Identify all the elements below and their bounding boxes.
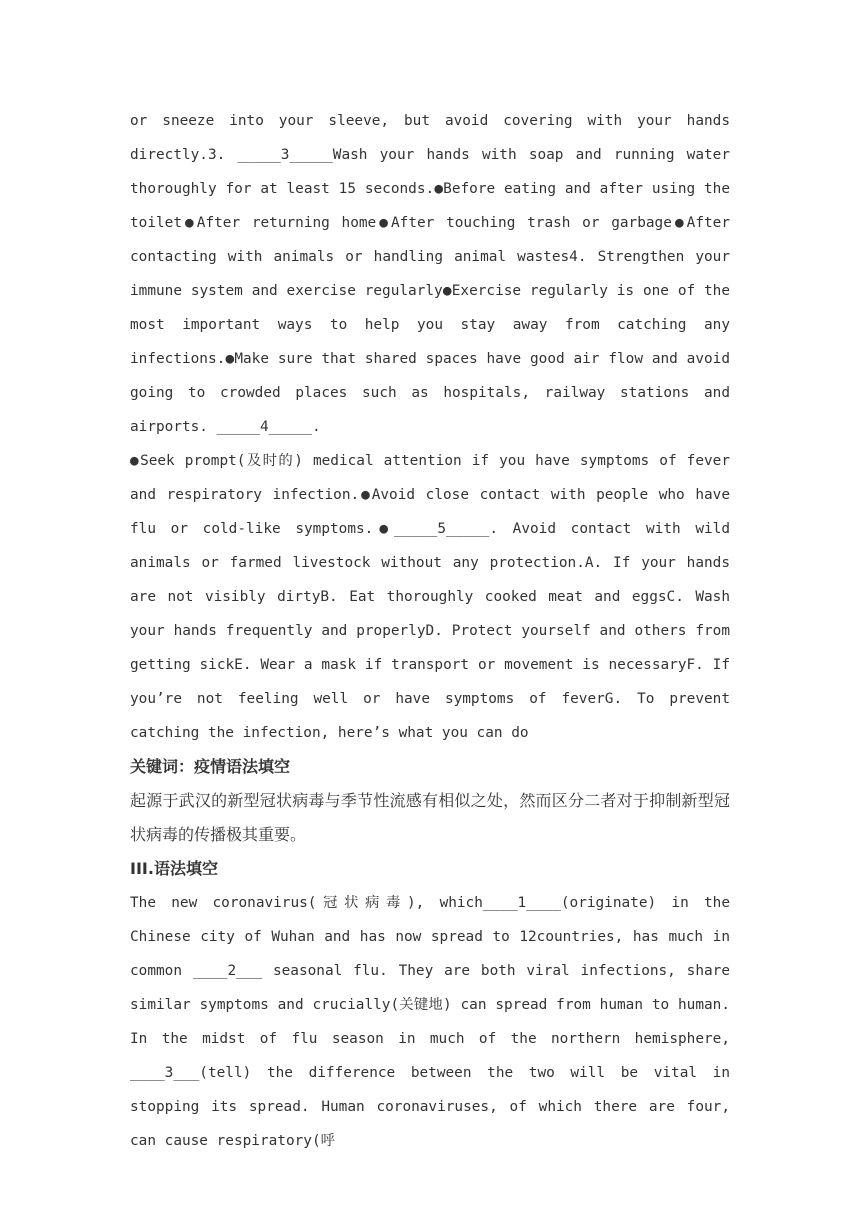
document-page <box>130 104 730 1158</box>
reading-passage-part-2: ●Seek prompt(及时的) medical attention if you have symptoms of fever and respiratory infection.●Avoid close contact with people who have flu or cold-like symptoms.●_____5_____. Avoid contact with wild animals or farmed livestock without any protection.A. If your hands are not visibly dirtyB. Eat thoroughly cooked meat and eggsC. Wash your hands frequently and properlyD. Protect yourself and others from getting sickE. Wear a mask if transport or movement is necessaryF. If you’re not feeling well or have symptoms of feverG. To prevent catching the infection, here’s what you can do <box>130 453 730 741</box>
reading-passage-part-1: or sneeze into your sleeve, but avoid covering with your hands directly.3. _____3_____Wash your hands with soap and running water thoroughly for at least 15 seconds.●Before eating and after using the toilet●After returning home●After touching trash or garbage●After contacting with animals or handling animal wastes4. Strengthen your immune system and exercise regularly●Exercise regularly is one of the most important ways to help you stay away from catching any infections.●Make sure that shared spaces have good air flow and avoid going to crowded places such as hospitals, railway stations and airports. _____4_____. <box>130 113 730 435</box>
section-heading: III.语法填空 <box>130 859 218 878</box>
grammar-passage: The new coronavirus(冠状病毒), which____1____(originate) in the Chinese city of Wuhan and has now spread to 12countries, has much in common ____2___ seasonal flu. They are both viral infections, share similar symptoms and crucially(关键地) can spread from human to human. In the midst of flu season in much of the northern hemisphere, ____3___(tell) the difference between the two will be vital in stopping its spread. Human coronaviruses, of which there are four, can cause respiratory(呼 <box>130 895 730 1149</box>
keywords-heading: 关键词：疫情语法填空 <box>130 757 291 776</box>
intro-text: 起源于武汉的新型冠状病毒与季节性流感有相似之处，然而区分二者对于抑制新型冠状病毒的传播极其重要。 <box>130 791 730 844</box>
